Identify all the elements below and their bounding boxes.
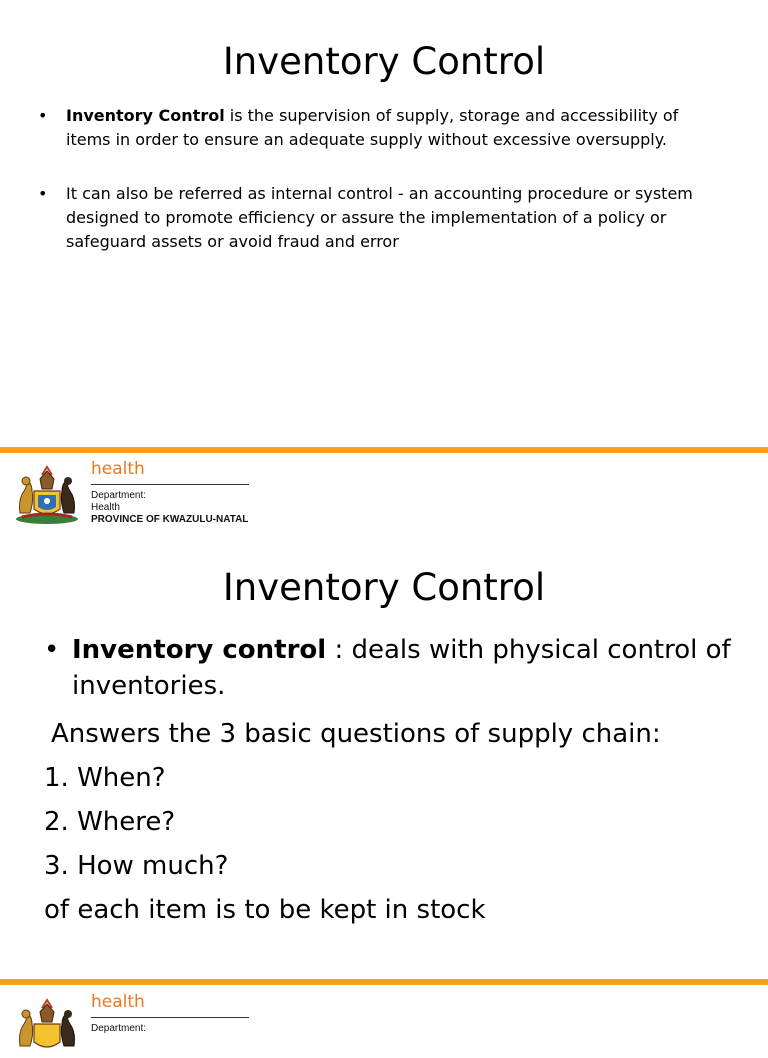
body-line: Answers the 3 basic questions of supply chain: <box>51 719 661 749</box>
body-line: 2. Where? <box>44 807 176 837</box>
bullet-text: It can also be referred as internal control - an accounting procedure or system designed to promote efficiency or assure the implementation of a policy or safeguard assets or avoid fraud and error <box>66 184 693 251</box>
bullet-bold-term: Inventory control <box>72 635 327 665</box>
province-name: PROVINCE OF KWAZULU-NATAL <box>91 514 249 525</box>
slide-footer <box>0 986 768 1034</box>
department-block <box>91 490 248 526</box>
bullet-list <box>38 104 718 284</box>
bullet-icon: • <box>44 635 60 665</box>
list-item <box>38 182 718 254</box>
brand-name: health <box>91 992 145 1012</box>
slide-2 <box>0 530 768 980</box>
slide-title: Inventory Control <box>222 40 546 83</box>
slide-1 <box>0 0 768 448</box>
list-item <box>44 632 734 704</box>
brand-name: health <box>91 459 145 479</box>
department-name: Health <box>91 502 120 513</box>
bullet-icon: • <box>38 184 48 203</box>
kwazulu-natal-coat-of-arms-icon <box>14 994 80 1058</box>
department-label: Department: <box>91 490 147 501</box>
list-item <box>38 104 718 152</box>
bullet-text: : deals with physical control of inventories. <box>72 635 731 701</box>
body-line: 1. When? <box>44 763 166 793</box>
bullet-bold-term: Inventory Control <box>66 106 225 125</box>
slide-body <box>44 632 734 932</box>
slide-title: Inventory Control <box>222 566 546 609</box>
department-block <box>91 1023 146 1035</box>
kwazulu-natal-coat-of-arms-icon <box>14 461 80 525</box>
bullet-icon: • <box>38 106 48 125</box>
body-line: 3. How much? <box>44 851 229 881</box>
brand-underline <box>91 484 249 485</box>
slide-footer <box>0 453 768 535</box>
bullet-text: is the supervision of supply, storage and accessibility of items in order to ensure an adequate supply without excessive oversupply. <box>66 106 679 149</box>
department-label: Department: <box>91 1023 147 1034</box>
brand-underline <box>91 1017 249 1018</box>
accent-divider <box>0 979 768 985</box>
body-line: of each item is to be kept in stock <box>44 895 486 925</box>
